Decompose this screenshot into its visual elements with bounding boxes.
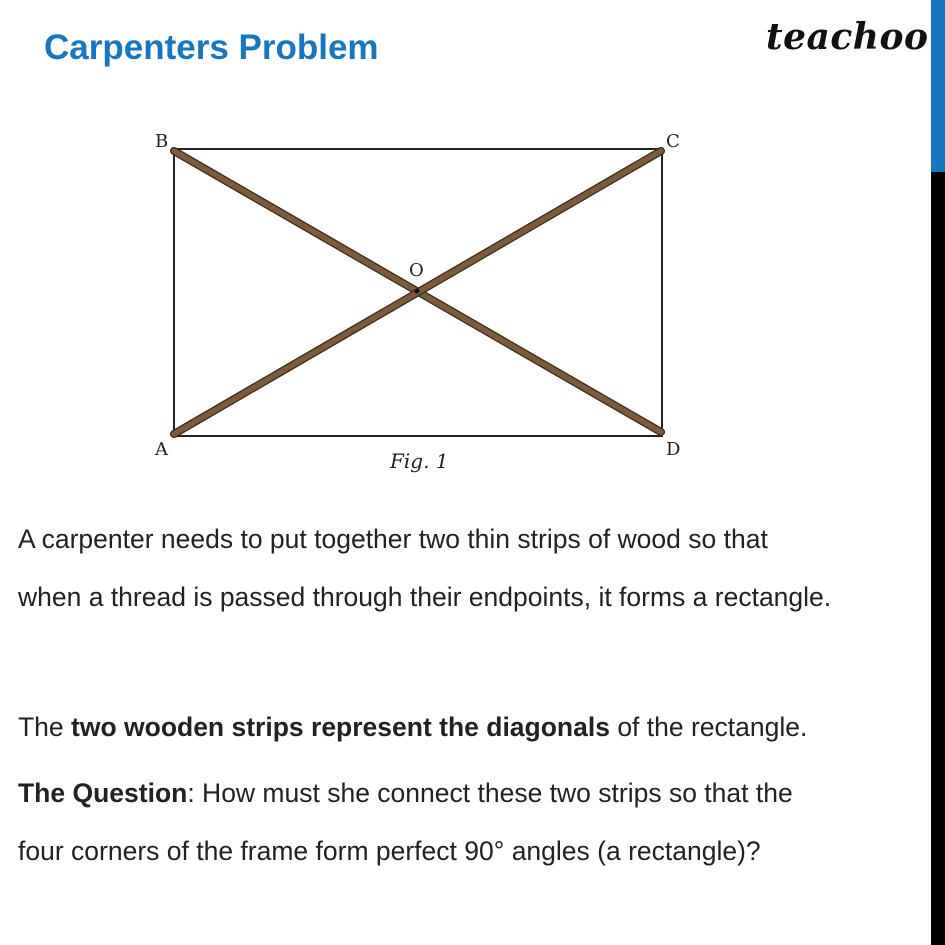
point-label-a: A (155, 439, 168, 460)
point-label-d: D (666, 439, 681, 460)
paragraph-line-1: A carpenter needs to put together two thin strips of wood so that (18, 524, 768, 554)
question-line-1 (18, 780, 927, 807)
statement-suffix: of the rectangle. (609, 712, 808, 742)
point-label-o: O (409, 260, 424, 281)
statement-bold: two wooden strips represent the diagonals (71, 712, 610, 742)
point-label-c: C (666, 131, 680, 152)
question-text-1: : How must she connect these two strips so that the (187, 778, 793, 808)
paragraph-line-2: when a thread is passed through their endpoints, it forms a rectangle. (18, 582, 832, 612)
center-point (415, 289, 420, 294)
question-label: The Question (18, 778, 188, 808)
diagonals-statement (18, 714, 927, 741)
question-line-2: four corners of the frame form perfect 90° angles (a rectangle)? (18, 836, 761, 866)
brand-logo: teachoo (766, 16, 929, 58)
figure-caption: Fig. 1 (390, 449, 449, 473)
statement-prefix: The (18, 712, 72, 742)
page-title: Carpenters Problem (44, 28, 379, 67)
point-label-b: B (155, 131, 169, 152)
